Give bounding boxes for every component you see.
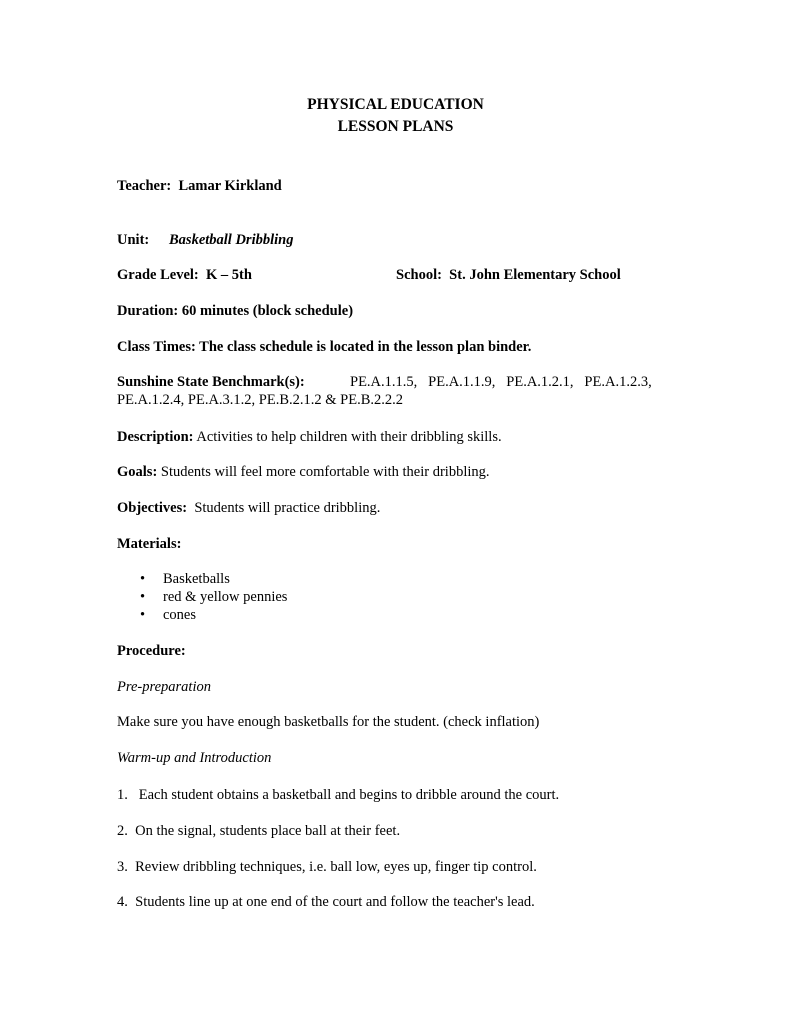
benchmarks-label: Sunshine State Benchmark(s): bbox=[117, 374, 305, 390]
procedure-step: 3. Review dribbling techniques, i.e. ball low, eyes up, finger tip control. bbox=[117, 859, 537, 875]
goals-label: Goals: bbox=[117, 464, 158, 480]
bullet-icon: • bbox=[140, 607, 146, 623]
procedure-step: 2. On the signal, students place ball at their feet. bbox=[117, 823, 401, 839]
grade-level-row bbox=[117, 266, 252, 284]
unit-row bbox=[117, 231, 294, 249]
school-label: School: bbox=[396, 267, 442, 283]
teacher-label: Teacher: bbox=[117, 178, 172, 194]
teacher-row bbox=[117, 177, 282, 195]
benchmarks-row bbox=[117, 373, 652, 391]
pre-preparation-text: Make sure you have enough basketballs for the student. (check inflation) bbox=[117, 714, 540, 730]
page-title-line2: LESSON PLANS bbox=[337, 118, 454, 135]
objectives-label: Objectives: bbox=[117, 500, 188, 516]
pre-preparation-heading: Pre-preparation bbox=[117, 679, 211, 695]
materials-heading: Materials: bbox=[117, 536, 182, 552]
unit-value: Basketball Dribbling bbox=[169, 232, 294, 248]
description-value: Activities to help children with their dribbling skills. bbox=[196, 429, 502, 445]
bullet-icon: • bbox=[140, 589, 146, 605]
teacher-value: Lamar Kirkland bbox=[178, 178, 282, 194]
class-times-row: Class Times: The class schedule is located in the lesson plan binder. bbox=[117, 339, 532, 355]
warmup-heading: Warm-up and Introduction bbox=[117, 750, 272, 766]
school-value: St. John Elementary School bbox=[449, 267, 621, 283]
materials-item: red & yellow pennies bbox=[163, 589, 288, 605]
benchmarks-line2: PE.A.1.2.4, PE.A.3.1.2, PE.B.2.1.2 & PE.B.2.2.2 bbox=[117, 392, 403, 408]
goals-value: Students will feel more comfortable with their dribbling. bbox=[160, 464, 490, 480]
school-row bbox=[396, 266, 621, 284]
grade-level-value: K – 5th bbox=[206, 267, 252, 283]
objectives-row bbox=[117, 499, 380, 517]
objectives-value: Students will practice dribbling. bbox=[194, 500, 381, 516]
description-label: Description: bbox=[117, 429, 194, 445]
materials-item: cones bbox=[163, 607, 197, 623]
goals-row bbox=[117, 463, 490, 481]
grade-level-label: Grade Level: bbox=[117, 267, 199, 283]
procedure-step: 1. Each student obtains a basketball and begins to dribble around the court. bbox=[117, 787, 560, 803]
procedure-step: 4. Students line up at one end of the court and follow the teacher's lead. bbox=[117, 894, 535, 910]
page-title-line1: PHYSICAL EDUCATION bbox=[307, 96, 484, 113]
unit-label: Unit: bbox=[117, 232, 150, 248]
benchmarks-line1: PE.A.1.1.5, PE.A.1.1.9, PE.A.1.2.1, PE.A.1.2.3, bbox=[350, 374, 652, 390]
duration-row: Duration: 60 minutes (block schedule) bbox=[117, 303, 354, 319]
procedure-heading: Procedure: bbox=[117, 643, 186, 659]
description-row bbox=[117, 428, 502, 446]
materials-item: Basketballs bbox=[163, 571, 230, 587]
bullet-icon: • bbox=[140, 571, 146, 587]
